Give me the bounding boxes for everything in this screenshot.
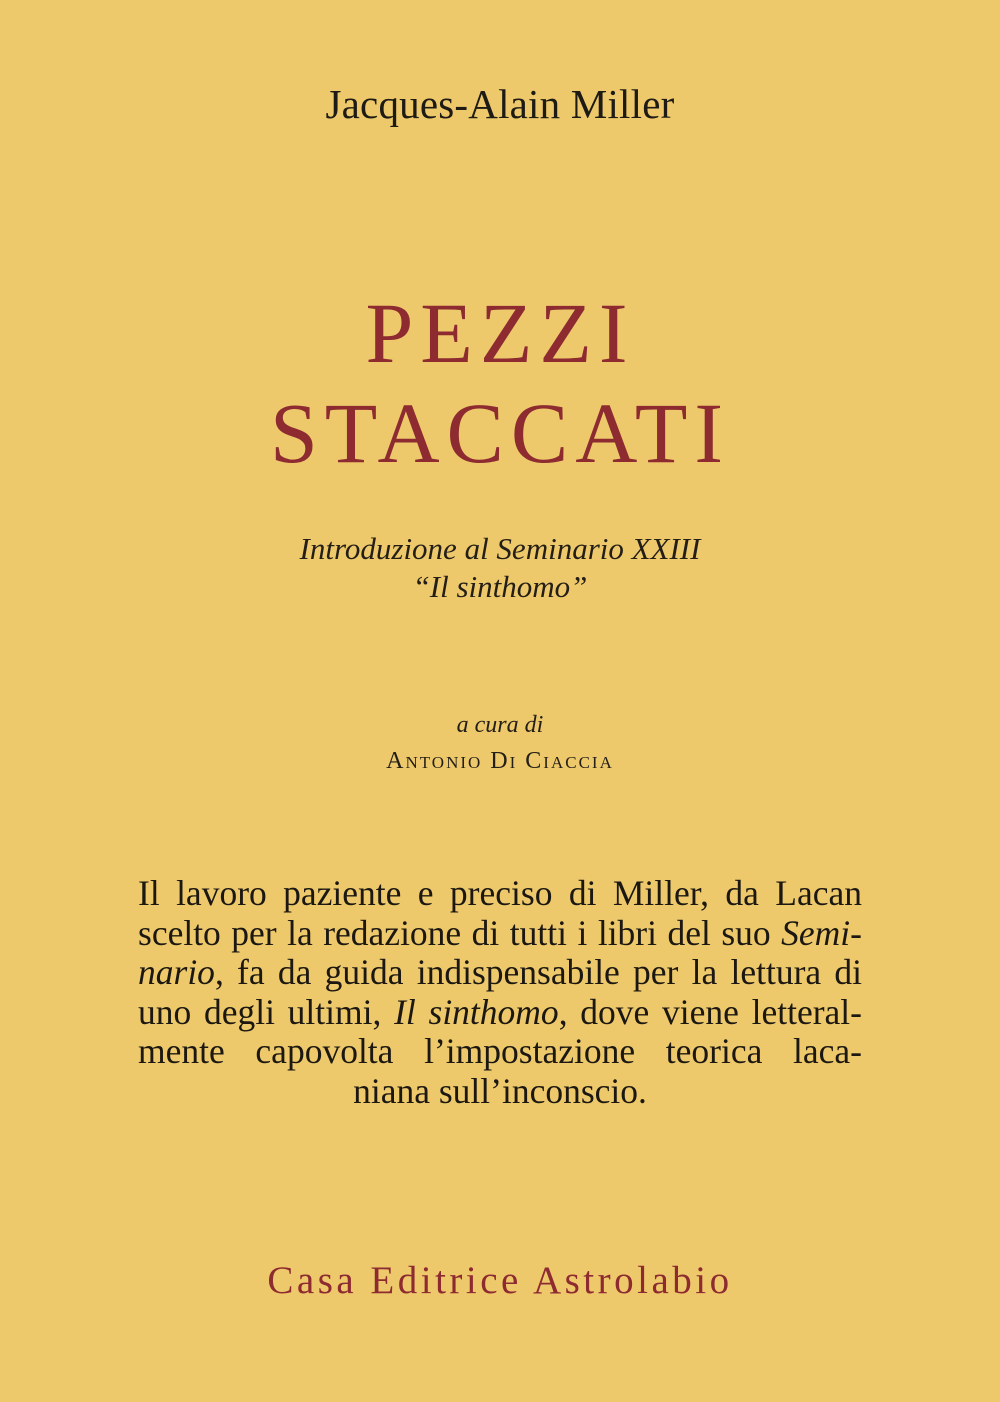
book-title-line-2: STACCATI xyxy=(269,385,731,481)
blurb-line-3 xyxy=(138,953,862,993)
blurb-text: , fa da guida indispensabile per la lettura di xyxy=(214,952,862,992)
subtitle-line-2: “Il sinthomo” xyxy=(412,569,588,604)
blurb-italic: nario xyxy=(138,952,215,992)
subtitle-line-1: Introduzione al Seminario XXIII xyxy=(299,531,701,566)
book-title-line-1: PEZZI xyxy=(365,285,635,381)
blurb-text: uno degli ultimi, xyxy=(138,991,395,1032)
subtitle xyxy=(0,530,1000,606)
blurb-text: scelto per la redazione di tutti i libri del suo xyxy=(138,912,782,953)
blurb-italic: Semi- xyxy=(781,912,862,953)
blurb xyxy=(138,874,862,1111)
blurb-text: , dove viene letteral- xyxy=(558,991,862,1032)
publisher-name: Casa Editrice Astrolabio xyxy=(267,1259,733,1302)
author-name: Jacques-Alain Miller xyxy=(325,81,675,127)
editor-label: a cura di xyxy=(456,712,544,738)
blurb-line-1: Il lavoro paziente e preciso di Miller, da Lacan xyxy=(138,873,862,913)
editor-name: Antonio Di Ciaccia xyxy=(386,748,614,774)
blurb-italic: Il sinthomo xyxy=(394,991,559,1032)
blurb-line-6: niana sull’inconscio. xyxy=(353,1070,647,1111)
blurb-line-5: mente capovolta l’impostazione teorica laca- xyxy=(138,1031,862,1071)
blurb-line-4 xyxy=(138,993,862,1033)
blurb-line-2 xyxy=(138,914,862,954)
